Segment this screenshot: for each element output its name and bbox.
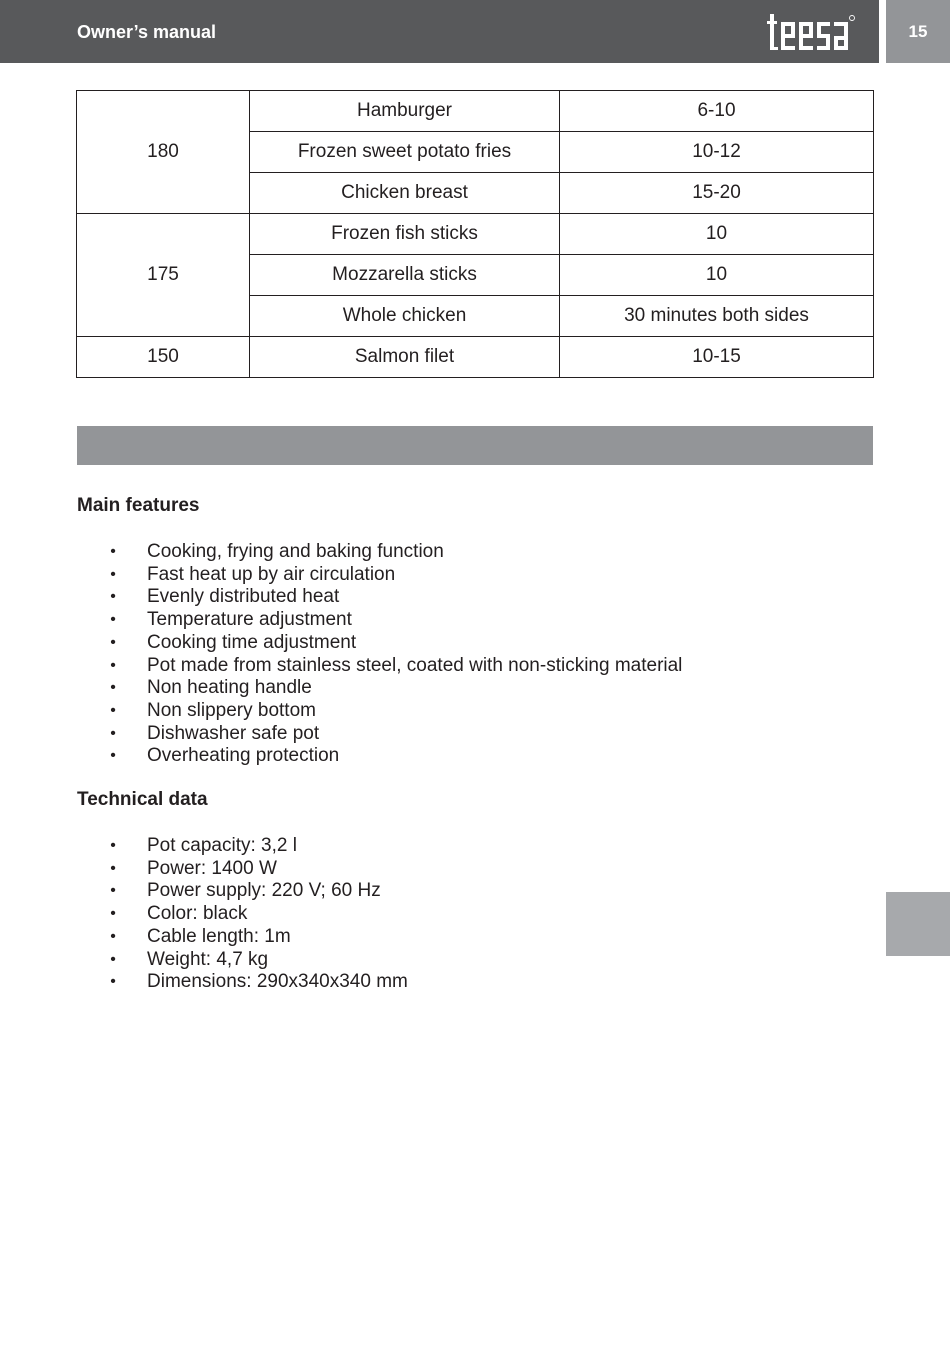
list-item-text: Overheating protection — [147, 745, 340, 767]
food-cell: Hamburger — [250, 91, 560, 132]
list-item-text: Pot capacity: 3,2 l — [147, 835, 297, 856]
temperature-cell: 175 — [77, 214, 250, 337]
technical-data-heading: Technical data — [77, 789, 208, 810]
list-item-text: Evenly distributed heat — [147, 586, 340, 608]
list-item-text: Dishwasher safe pot — [147, 722, 320, 744]
list-item — [77, 677, 837, 700]
list-item — [77, 949, 837, 972]
bullet-icon: • — [110, 565, 116, 583]
list-item-text: Temperature adjustment — [147, 609, 352, 631]
list-item — [77, 586, 837, 609]
bullet-icon: • — [110, 724, 116, 742]
time-cell: 15-20 — [560, 173, 874, 214]
list-item — [77, 700, 837, 723]
list-item — [77, 880, 837, 903]
food-cell: Frozen fish sticks — [250, 214, 560, 255]
bullet-icon: • — [110, 973, 116, 991]
list-item — [77, 609, 837, 632]
bullet-icon: • — [110, 633, 116, 651]
section-divider-bar — [77, 426, 873, 465]
list-item — [77, 858, 837, 881]
page-number: 15 — [908, 22, 928, 41]
list-item-text: Weight: 4,7 kg — [147, 948, 269, 970]
bullet-icon: • — [110, 543, 116, 560]
temperature-cell: 150 — [77, 337, 250, 378]
document-title: Owner’s manual — [77, 22, 217, 42]
food-cell: Mozzarella sticks — [250, 255, 560, 296]
time-cell: 10-15 — [560, 337, 874, 378]
bullet-icon: • — [110, 882, 116, 900]
list-item-text: Cable length: 1m — [147, 925, 291, 947]
bullet-icon: • — [110, 747, 116, 765]
food-cell: Salmon filet — [250, 337, 560, 378]
list-item — [77, 655, 837, 678]
bullet-icon: • — [110, 588, 116, 606]
list-item — [77, 632, 837, 655]
bullet-icon: • — [110, 905, 116, 923]
cooking-time-table — [76, 90, 874, 378]
bullet-icon: • — [110, 950, 116, 968]
list-item-text: Non slippery bottom — [147, 699, 316, 721]
bullet-icon: • — [110, 837, 116, 854]
main-features-list — [77, 541, 837, 768]
list-item-text: Fast heat up by air circulation — [147, 563, 396, 585]
list-item-text: Power: 1400 W — [147, 857, 277, 879]
bullet-icon: • — [110, 701, 116, 719]
bullet-icon: • — [110, 927, 116, 945]
page-number-tab — [886, 0, 950, 63]
time-cell: 6-10 — [560, 91, 874, 132]
list-item — [77, 903, 837, 926]
food-cell: Whole chicken — [250, 296, 560, 337]
main-features-heading: Main features — [77, 495, 200, 516]
time-cell: 10 — [560, 214, 874, 255]
time-cell: 10 — [560, 255, 874, 296]
list-item — [77, 745, 837, 768]
list-item-text: Cooking, frying and baking function — [147, 541, 444, 562]
list-item — [77, 564, 837, 587]
list-item — [77, 835, 837, 858]
bullet-icon: • — [110, 859, 116, 877]
food-cell: Chicken breast — [250, 173, 560, 214]
table-row — [77, 91, 874, 132]
list-item — [77, 926, 837, 949]
list-item-text: Pot made from stainless steel, coated with non-sticking material — [147, 654, 683, 676]
list-item-text: Color: black — [147, 903, 248, 925]
time-cell: 10-12 — [560, 132, 874, 173]
bullet-icon: • — [110, 656, 116, 674]
table-row — [77, 214, 874, 255]
teesa-logo — [766, 8, 856, 56]
table-row — [77, 337, 874, 378]
side-tab — [886, 892, 950, 956]
list-item — [77, 723, 837, 746]
temperature-cell: 180 — [77, 91, 250, 214]
header-bar — [0, 0, 879, 63]
list-item-text: Cooking time adjustment — [147, 631, 357, 653]
list-item-text: Power supply: 220 V; 60 Hz — [147, 880, 381, 902]
technical-data-list — [77, 835, 837, 994]
bullet-icon: • — [110, 679, 116, 697]
time-cell: 30 minutes both sides — [560, 296, 874, 337]
food-cell: Frozen sweet potato fries — [250, 132, 560, 173]
list-item-text: Dimensions: 290x340x340 mm — [147, 971, 408, 993]
bullet-icon: • — [110, 611, 116, 629]
list-item-text: Non heating handle — [147, 677, 312, 699]
list-item — [77, 541, 837, 564]
list-item — [77, 971, 837, 994]
